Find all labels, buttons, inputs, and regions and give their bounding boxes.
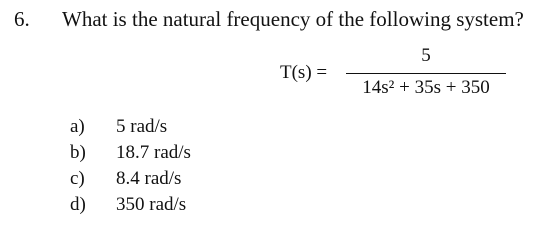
fraction-bar: [346, 73, 506, 74]
equation-lhs: T(s) =: [280, 62, 328, 83]
question-text: What is the natural frequency of the following system?: [62, 7, 524, 31]
option-b-letter: b): [70, 142, 86, 163]
option-b-text: 18.7 rad/s: [116, 142, 191, 163]
option-c-letter: c): [70, 168, 85, 189]
option-a-text: 5 rad/s: [116, 116, 168, 137]
equation-denominator: 14s² + 35s + 350: [362, 77, 490, 98]
option-c-text: 8.4 rad/s: [116, 168, 182, 189]
option-d-letter: d): [70, 194, 86, 215]
option-a-letter: a): [70, 116, 85, 137]
option-d-text: 350 rad/s: [116, 194, 187, 215]
question-number: 6.: [14, 7, 30, 31]
equation-numerator: 5: [421, 45, 431, 66]
transfer-function-equation: [280, 44, 510, 102]
equation-fraction: [346, 44, 506, 102]
